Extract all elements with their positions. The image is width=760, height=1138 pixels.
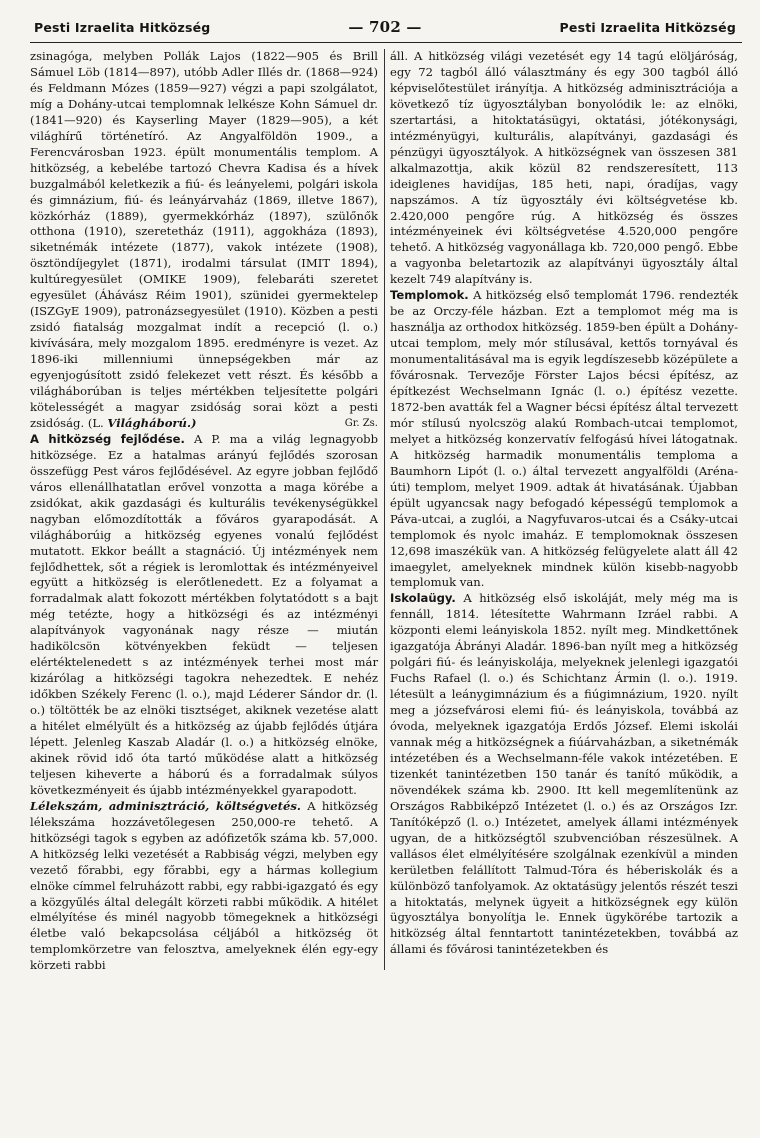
- header-right-title: Pesti Izraelita Hitközség: [559, 20, 736, 35]
- governance-text: áll. A hitközség világi vezetését egy 14 tagú elöljáróság, egy 72 tagból álló választmány és egy 300 tagból álló képviselőtestület irányítja. A hitközség adminisztrációja a következő tíz ügyosztályban bonyolódik le: az elnöki, szertartási, a hitoktatásügyi, oktatási, jótékonysági, intézményügyi, kulturális, alapítványi, gazdasági és pénzügyi ügyosztályok. A hitközségnek van összesen 381 alkalmazottja, akik közül 82 rendszeresített, 113 ideiglenes havidíjas, 185 heti, napi, óradíjas, vagy napszámos. A tíz ügyosztály évi költségvetése kb. 2.420,000 pengőre rúg. A hitközség és összes intézményeinek évi költségvetése 4.520,000 pengőre tehető. A hitközség vagyonállaga kb. 720,000 pengő. Ebbe a vagyonba beletartozik az alapítványi ügyosztály által kezelt 749 alapítvány is.: [390, 49, 738, 287]
- cross-reference: Világháború.): [107, 415, 197, 430]
- section-title-development: A hitközség fejlődése.: [30, 431, 185, 446]
- text-columns: [30, 49, 742, 974]
- right-column: [390, 49, 738, 974]
- section-title-administration: Lélekszám, adminisztráció, költségvetés.: [30, 798, 301, 813]
- paragraph-governance: [390, 49, 738, 288]
- header-left-title: Pesti Izraelita Hitközség: [34, 20, 211, 35]
- section-title-schools: Iskolaügy.: [390, 591, 456, 606]
- paragraph-schools: [390, 591, 738, 958]
- development-text: A P. ma a világ legnagyobb hitközsége. Ez a hatalmas arányú fejlődés szorosan összefügg Pest város fejlődésével. Az egyre jobban fejlődő város ellenállhatatlan erővel vonzotta a maga körébe a zsidókat, akik gazdasági és kulturális tevékenységükkel nagyban előmozdították a főváros gyarapodását. A világháborúig a hitközség egyenes vonalú fejlődést mutatott. Ekkor beállt a stagnáció. Új intézmények nem fejlődhettek, sőt a régiek is leromlottak és intézményeivel együtt a hitközség is elerőtlenedett. Ez a folyamat a forradalmak alatt fokozott mértékben folytatódott s a bajt még tetézte, hogy a hitközségi és az intézményi alapítványok vagyonának nagy része — miután hadikölcsön kötvényekben feküdt — teljesen elértéktelenedett s az intézmények terhei most már kizárólag a hitközségi tagokra nehezedtek. E nehéz időkben Székely Ferenc (l. o.), majd Léderer Sándor dr. (l. o.) töltötték be az elnöki tisztséget, akiknek vezetése alatt a hitélet elmélyült és a hitközség az újabb fejlődés útjára lépett. Jelenleg Kaszab Aladár (l. o.) a hitközség elnöke, akinek rövid idő óta tartó működése alatt a hitközség teljesen kiheverte a háború és a forradalmak súlyos következményeit és újabb intézményekkel gyarapodott.: [30, 431, 379, 797]
- column-divider: [384, 49, 385, 970]
- temples-text: A hitközség első templomát 1796. rendezték be az Orczy-féle házban. Ezt a templomot még ma is használja az orthodox hitközség. 1859-ben épült a Dohány-utcai templom, mely mór stílusával, kettős tornyával és monumentalitásával ma is egyik legdíszesebb középülete a fővárosnak. Tervezője Förster Lajos bécsi építész, az építkezést Wechselmann Ignác (l. o.) építész vezette. 1872-ben avatták fel a Wagner bécsi építész által tervezett mór stílusú nyolcszög alakú Rombach-utcai templomot, melyet a hitközség konzervatív felfogású hívei látogatnak. A hitközség harmadik monumentális temploma a Baumhorn Lipót (l. o.) által tervezett angyalföldi (Aréna-úti) templom, melyet 1909. adtak át hivatásának. Újabban épült ugyancsak nagy befogadó képességű templomok a Páva-utcai, a zuglói, a Nagyfuvaros-utcai és a Csáky-utcai templomok és nyolc imaház. E templomoknak összesen 12,698 imaszékük van. A hitközség felügyelete alatt áll 42 imaegylet, amelyeknek mindnek külön kisebb-nagyobb templomuk van.: [390, 288, 738, 590]
- page-number: — 702 —: [348, 18, 422, 36]
- section-title-temples: Templomok.: [390, 288, 469, 303]
- paragraph-development: [30, 432, 378, 799]
- left-column: [30, 49, 378, 974]
- paragraph-temples: [390, 288, 738, 591]
- intro-text: zsinagóga, melyben Pollák Lajos (1822—905 és Brill Sámuel Löb (1814—897), utóbb Adler Illés dr. (1868—924) és Feldmann Mózes (1859—927) végzi a papi szolgálatot, míg a Dohány-utcai templomnak lelkésze Kohn Sámuel dr. (1841—920) és Kayserling Mayer (1829—905), a két világhírű történetíró. Az Angyalföldön 1909., a Ferencvárosban 1923. épült monumentális templom. A hitközség, a kebelébe tartozó Chevra Kadisa és a hívek buzgalmából keletkezik a fiú- és leányelemi, polgári iskola és gimnázium, fiú- és leányárvaház (1869, illetve 1867), közkórház (1889), gyermekkórház (1897), szülőnők otthona (1910), szeretetház (1911), aggokháza (1893), siketnémák intézete (1877), vakok intézete (1908), ösztöndíjegylet (1871), irodalmi társulat (IMIT 1894), kultúregyesület (OMIKE 1909), felebaráti szeretet egyesület (Áhávász Réim 1901), szünidei gyermektelep (ISZGyE 1909), patronázsegyesület (1910). Közben a pesti zsidó fiatalság mozgalmat indít a recepció (l. o.) kivívására, mely mozgalom 1895. eredményre is vezet. Az 1896-iki millenniumi ünnepségekben már az egyenjogúsított zsidó felekezet vett részt. És később a világháborúban is teljes mértékben teljesítette polgári kötelességét a magyar zsidóság sorai közt a pesti zsidóság. (L.: [30, 49, 378, 430]
- running-header: [30, 18, 742, 43]
- author-signature: Gr. Zs.: [344, 417, 378, 429]
- paragraph-intro: [30, 49, 378, 432]
- paragraph-administration: [30, 799, 378, 974]
- administration-text: A hitközség lélekszáma hozzávetőlegesen 250,000-re tehető. A hitközségi tagok s egyben az adófizetők száma kb. 57,000. A hitközség lelki vezetését a Rabbiság végzi, melyben egy vezető főrabbi, egy főrabbi, egy a hármas kollegium elnöke címmel felruházott rabbi, egy rabbi-igazgató és egy a közgyűlés által delegált körzeti rabbi működik. A hitélet elmélyítése és minél nagyobb tömegeknek a hitközségi életbe való bekapcsolása céljából a hitközség öt templomkörzetre van felosztva, amelyeknek élén egy-egy körzeti rabbi: [30, 798, 379, 973]
- schools-text: A hitközség első iskoláját, mely még ma is fennáll, 1814. létesítette Wahrmann Izráel rabbi. A központi elemi leányiskola 1852. nyílt meg. Mindkettőnek igazgatója Ábrányi Aladár. 1896-ban nyílt meg a hitközség polgári fiú- és leányiskolája, melyeknek jelenlegi igazgatói Fuchs Rafael (l. o.) és Schichtanz Ármin (l. o.). 1919. létesült a leánygimnázium és a fiúgimnázium, 1920. nyílt meg a józsefvárosi elemi fiú- és leányiskola, továbbá az óvoda, melyeknek igazgatója Erdős József. Elemi iskolái vannak még a hitközségnek a fiúárvaházban, a siketnémák intézetében és a Wechselmann-féle vakok intézetében. E tizenkét tanintézetben 150 tanár és tanító működik, a növendékek száma kb. 2900. Itt kell megemlítenünk az Országos Rabbiképző Intézetet (l. o.) és az Országos Izr. Tanítóképző (l. o.) Intézetet, amelyek állami intézmények ugyan, de a hitközségtől szubvencióban részesülnek. A vallásos élet elmélyítésére szolgálnak ezenkívül a minden kerületben felállított Talmud-Tóra és héberiskolák és a különböző tanfolyamok. Az oktatásügy jelentős részét teszi a hitoktatás, melynek ügyeit a hitközségnek egy külön ügyosztálya bonyolítja le. Ennek ügykörébe tartozik a hitközség által fenntartott tanintézetekben, továbbá az állami és fővárosi tanintézetekben és: [390, 591, 739, 957]
